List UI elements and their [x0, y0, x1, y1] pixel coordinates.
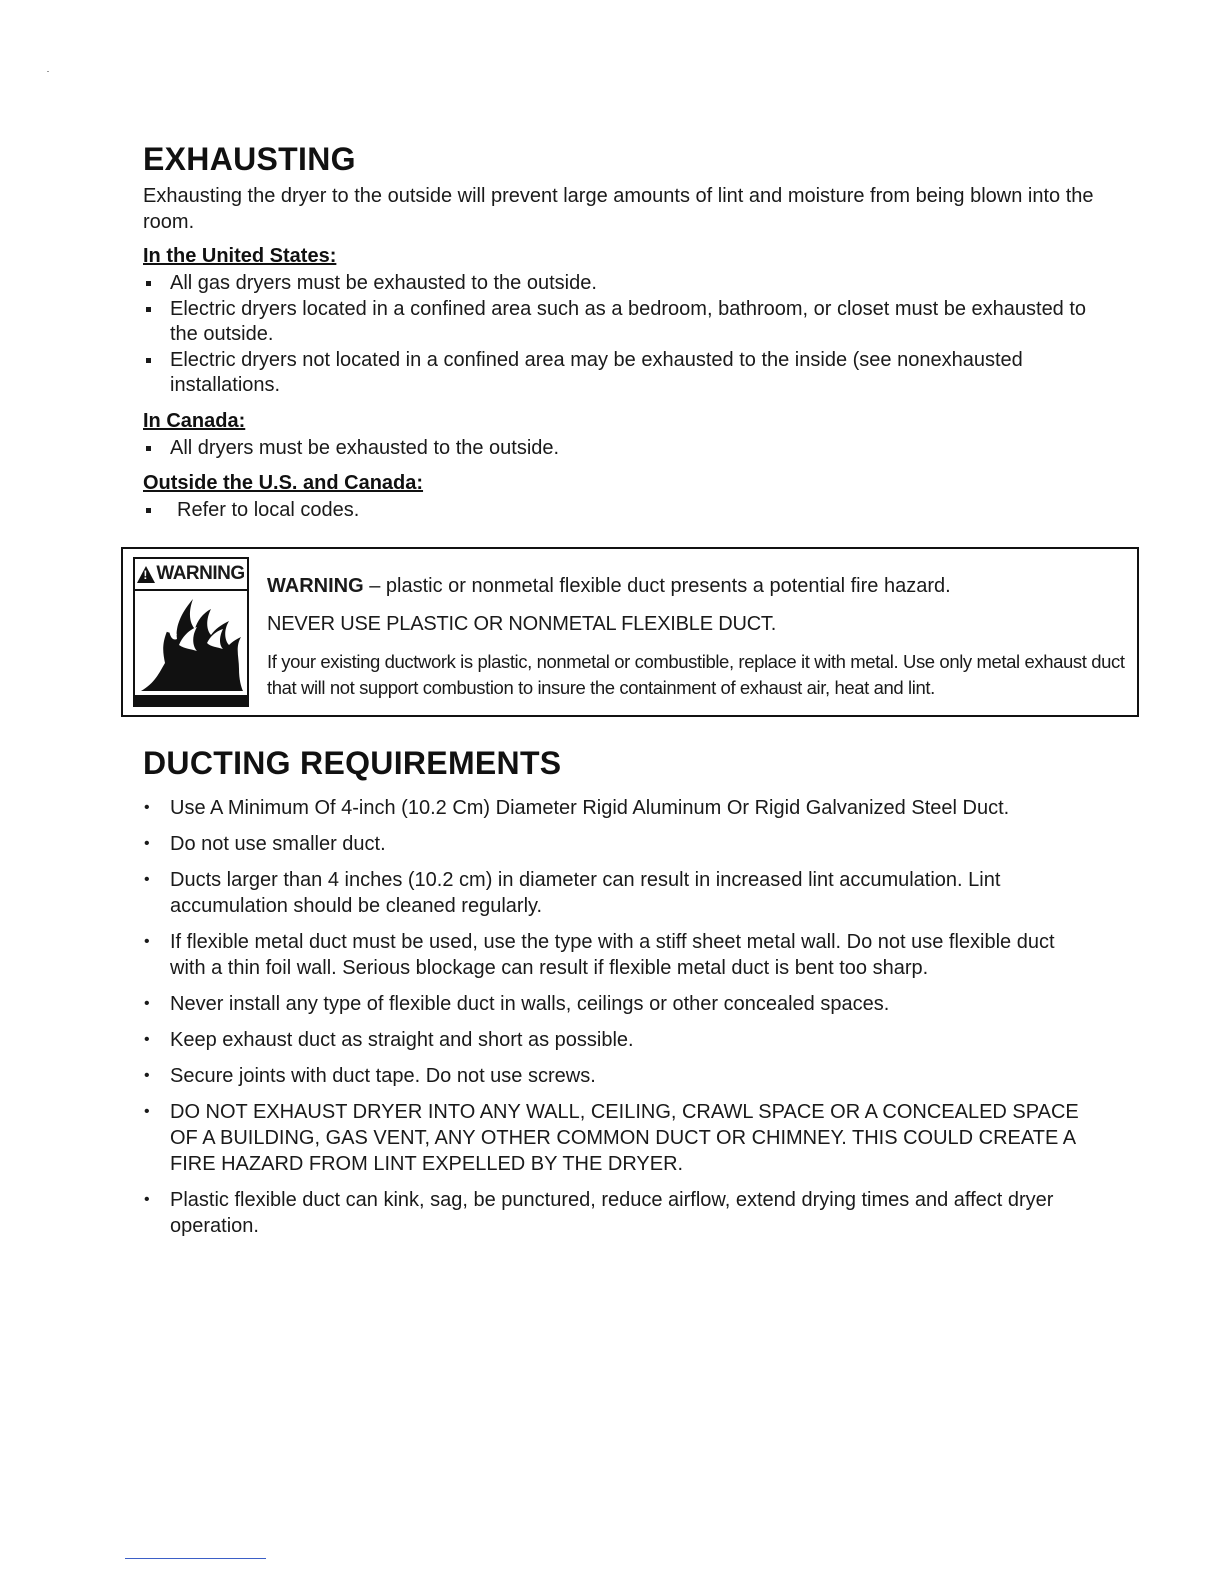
exhausting-title: EXHAUSTING: [143, 141, 356, 177]
warning-line1-text: – plastic or nonmetal flexible duct presents a potential fire hazard.: [363, 575, 951, 597]
list-item: Electric dryers located in a confined area such as a bedroom, bathroom, or closet must be exhausted to the outside.: [143, 297, 1103, 347]
list-item: • Keep exhaust duct as straight and short as possible.: [143, 1027, 1093, 1053]
outside-heading: Outside the U.S. and Canada:: [143, 472, 424, 494]
list-item: Electric dryers not located in a confined area may be exhausted to the inside (see nonexhausted installations.: [143, 348, 1103, 398]
outside-list: [143, 498, 1103, 524]
warning-sign-label: WARNING: [156, 563, 245, 584]
list-item: • DO NOT EXHAUST DRYER INTO ANY WALL, CEILING, CRAWL SPACE OR A CONCEALED SPACE OF A BUILDING, GAS VENT, ANY OTHER COMMON DUCT OR CHIMNEY. THIS COULD CREATE A FIRE HAZARD FROM LINT EXPELLED BY THE DRYER.: [143, 1099, 1093, 1177]
warning-signal-word: WARNING: [267, 575, 364, 597]
list-item: • Secure joints with duct tape. Do not use screws.: [143, 1063, 1093, 1089]
warning-sign: [133, 557, 249, 707]
us-heading: In the United States:: [143, 245, 337, 267]
warning-line1: [267, 575, 951, 598]
ducting-title: DUCTING REQUIREMENTS: [143, 745, 562, 781]
list-item: All gas dryers must be exhausted to the outside.: [143, 271, 1103, 296]
us-list: [143, 271, 1103, 399]
alert-triangle-icon: [137, 566, 155, 583]
list-item: • Ducts larger than 4 inches (10.2 cm) in diameter can result in increased lint accumulation. Lint accumulation should be cleaned regularly.: [143, 867, 1093, 919]
exhausting-intro: Exhausting the dryer to the outside will prevent large amounts of lint and moisture from being blown into the room.: [143, 185, 1094, 233]
canada-heading: In Canada:: [143, 410, 246, 432]
footer-rule: [125, 1558, 266, 1559]
list-item: • Plastic flexible duct can kink, sag, be punctured, reduce airflow, extend drying times and affect dryer operation.: [143, 1187, 1093, 1239]
warning-sign-header: [135, 559, 247, 591]
canada-list: [143, 436, 1103, 462]
list-item: • Never install any type of flexible duct in walls, ceilings or other concealed spaces.: [143, 991, 1093, 1017]
list-item: • Do not use smaller duct.: [143, 831, 1093, 857]
fire-icon: [135, 591, 247, 705]
scan-speck: [47, 71, 49, 72]
warning-line2: NEVER USE PLASTIC OR NONMETAL FLEXIBLE DUCT.: [267, 613, 777, 635]
warning-box: [121, 547, 1139, 717]
ducting-list: [143, 795, 1093, 1249]
warning-line3: If your existing ductwork is plastic, nonmetal or combustible, replace it with metal. Use only metal exhaust duct that will not support combustion to insure the containment of exhaust air, heat and lint.: [267, 651, 1125, 698]
list-item: All dryers must be exhausted to the outside.: [143, 436, 1103, 461]
list-item: • Use A Minimum Of 4-inch (10.2 Cm) Diameter Rigid Aluminum Or Rigid Galvanized Steel Duct.: [143, 795, 1093, 821]
list-item: Refer to local codes.: [143, 498, 1103, 523]
list-item: • If flexible metal duct must be used, use the type with a stiff sheet metal wall. Do not use flexible duct with a thin foil wall. Serious blockage can result if flexible metal duct is bent too sharp.: [143, 929, 1093, 981]
